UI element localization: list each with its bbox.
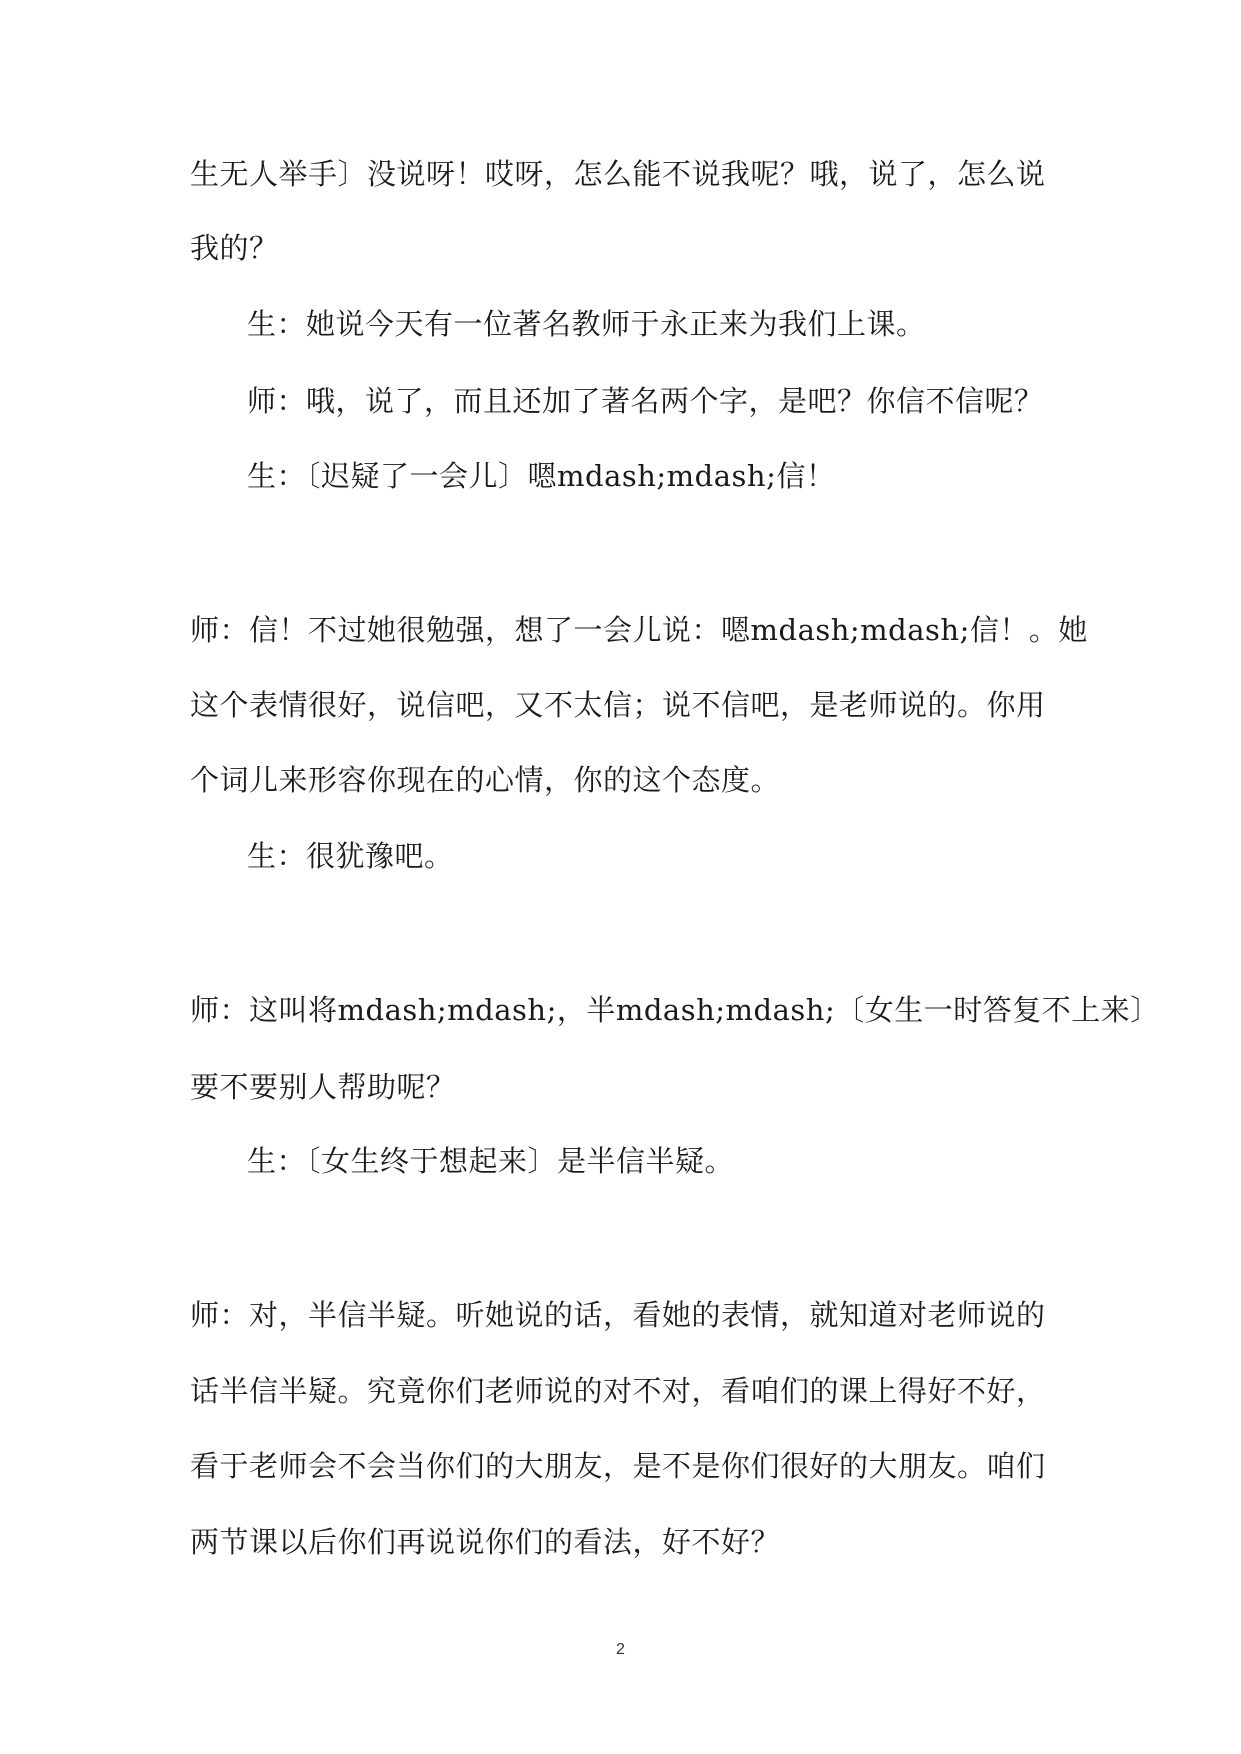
text-line: 生无人举手〕没说呀！哎呀，怎么能不说我呢？哦，说了，怎么说 [190, 157, 1046, 191]
page-number: 2 [616, 1641, 625, 1658]
text-line: 看于老师会不会当你们的大朋友，是不是你们很好的大朋友。咱们 [190, 1449, 1046, 1483]
text-line: 个词儿来形容你现在的心情，你的这个态度。 [190, 763, 781, 797]
text-line: 要不要别人帮助呢？ [190, 1070, 456, 1104]
text-line: 这个表情很好，说信吧，又不太信；说不信吧，是老师说的。你用 [190, 688, 1046, 722]
text-line: 生：她说今天有一位著名教师于永正来为我们上课。 [247, 307, 926, 341]
text-line: 师：这叫将mdash;mdash;，半mdash;mdash;〔女生一时答复不上来〕 [190, 993, 1160, 1027]
text-line: 师：信！不过她很勉强，想了一会儿说：嗯mdash;mdash;信！。她 [190, 613, 1088, 647]
text-line: 生：〔女生终于想起来〕是半信半疑。 [247, 1144, 735, 1178]
text-line: 生：很犹豫吧。 [247, 839, 454, 873]
text-line: 话半信半疑。究竟你们老师说的对不对，看咱们的课上得好不好， [190, 1374, 1046, 1408]
text-line: 我的？ [190, 231, 279, 265]
text-line: 师：哦，说了，而且还加了著名两个字，是吧？你信不信呢？ [247, 384, 1044, 418]
text-line: 两节课以后你们再说说你们的看法，好不好？ [190, 1525, 781, 1559]
text-line: 生：〔迟疑了一会儿〕嗯mdash;mdash;信！ [247, 459, 836, 493]
text-line: 师：对，半信半疑。听她说的话，看她的表情，就知道对老师说的 [190, 1298, 1046, 1332]
